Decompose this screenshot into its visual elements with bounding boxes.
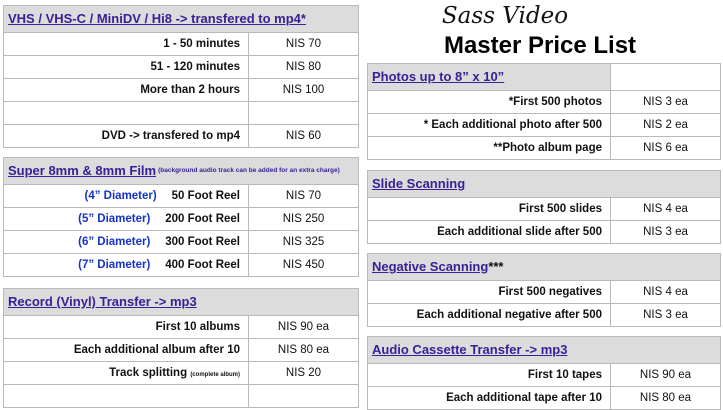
slides-header: Slide Scanning <box>372 176 466 191</box>
price-cell: NIS 2 ea <box>611 114 721 137</box>
price-cell: NIS 6 ea <box>611 137 721 160</box>
service-note: (complete album) <box>190 372 240 378</box>
price-cell: NIS 3 ea <box>611 304 721 327</box>
negatives-price-table <box>367 253 721 327</box>
price-cell: NIS 70 <box>249 33 359 56</box>
service-label: Each additional negative after 500 <box>368 304 611 327</box>
footnote-marker: ** <box>493 142 503 154</box>
cassette-header: Audio Cassette Transfer -> mp3 <box>372 342 568 357</box>
price-cell: NIS 80 <box>249 56 359 79</box>
vhs-header: VHS / VHS-C / MiniDV / Hi8 -> transfered to mp4* <box>8 11 306 26</box>
price-cell: NIS 60 <box>249 125 359 148</box>
service-label: 51 - 120 minutes <box>4 56 249 79</box>
cassette-price-table <box>367 336 721 410</box>
film-header: Super 8mm & 8mm Film <box>8 163 157 178</box>
price-cell: NIS 90 ea <box>249 316 359 339</box>
price-cell: NIS 90 ea <box>611 364 721 387</box>
empty-cell <box>611 64 721 91</box>
service-label: First 10 tapes <box>368 364 611 387</box>
price-cell: NIS 450 <box>249 254 359 277</box>
price-cell: NIS 20 <box>249 362 359 385</box>
service-label: 400 Foot Reel <box>165 259 240 271</box>
footnote-marker: *** <box>488 259 504 274</box>
table-row <box>4 254 359 277</box>
table-row <box>4 316 359 339</box>
negatives-header: Negative Scanning <box>372 259 489 274</box>
service-label: Photo album page <box>502 142 602 154</box>
service-label: DVD -> transfered to mp4 <box>4 125 249 148</box>
service-label: First 500 negatives <box>368 281 611 304</box>
vinyl-header-row <box>4 289 359 316</box>
price-cell: NIS 80 ea <box>249 339 359 362</box>
brand-name: Sass Video <box>441 3 569 29</box>
service-label: 300 Foot Reel <box>165 236 240 248</box>
table-row <box>4 79 359 102</box>
table-row <box>4 185 359 208</box>
table-row <box>4 33 359 56</box>
empty-cell <box>4 385 249 408</box>
table-row <box>4 339 359 362</box>
price-cell: NIS 4 ea <box>611 198 721 221</box>
vhs-header-row <box>4 6 359 33</box>
service-label: 50 Foot Reel <box>171 190 240 202</box>
negatives-header-row <box>368 254 721 281</box>
table-row <box>368 304 721 327</box>
price-cell: NIS 80 ea <box>611 387 721 410</box>
table-row <box>4 385 359 408</box>
footnote-marker: * <box>423 119 432 131</box>
service-label: 1 - 50 minutes <box>4 33 249 56</box>
reel-diameter: (6” Diameter) <box>78 236 151 248</box>
film-header-row <box>4 158 359 185</box>
table-row <box>368 198 721 221</box>
price-cell: NIS 3 ea <box>611 221 721 244</box>
vhs-price-table <box>3 5 359 148</box>
reel-diameter: (5” Diameter) <box>78 213 151 225</box>
table-row <box>368 364 721 387</box>
table-row <box>368 114 721 137</box>
photos-header-row <box>368 64 721 91</box>
table-row <box>4 362 359 385</box>
table-row <box>4 208 359 231</box>
table-row <box>4 102 359 125</box>
price-cell: NIS 3 ea <box>611 91 721 114</box>
empty-cell <box>249 102 359 125</box>
table-row <box>368 221 721 244</box>
reel-diameter: (7” Diameter) <box>78 259 151 271</box>
service-label: First 500 photos <box>513 96 602 108</box>
price-cell: NIS 70 <box>249 185 359 208</box>
price-cell: NIS 250 <box>249 208 359 231</box>
service-label: First 500 slides <box>368 198 611 221</box>
slides-header-row <box>368 171 721 198</box>
page-title: Master Price List <box>443 32 637 59</box>
cassette-header-row <box>368 337 721 364</box>
service-label: Track splitting <box>109 367 188 379</box>
service-label: Each additional album after 10 <box>4 339 249 362</box>
service-label: More than 2 hours <box>4 79 249 102</box>
film-price-table <box>3 157 359 277</box>
table-row <box>4 231 359 254</box>
table-row <box>368 91 721 114</box>
service-label: Each additional tape after 10 <box>368 387 611 410</box>
table-row <box>368 137 721 160</box>
empty-cell <box>249 385 359 408</box>
price-cell: NIS 4 ea <box>611 281 721 304</box>
empty-cell <box>4 102 249 125</box>
service-label: Each additional photo after 500 <box>431 119 602 131</box>
table-row <box>4 125 359 148</box>
slides-price-table <box>367 170 721 244</box>
vinyl-price-table <box>3 288 359 408</box>
vinyl-header: Record (Vinyl) Transfer -> mp3 <box>8 294 197 309</box>
film-note: (background audio track can be added for an extra charge) <box>158 167 340 175</box>
photos-price-table <box>367 63 721 160</box>
table-row <box>368 387 721 410</box>
price-cell: NIS 325 <box>249 231 359 254</box>
service-label: First 10 albums <box>4 316 249 339</box>
photos-header: Photos up to 8” x 10” <box>372 69 505 84</box>
table-row <box>4 56 359 79</box>
service-label: 200 Foot Reel <box>165 213 240 225</box>
footnote-marker: * <box>508 96 514 108</box>
table-row <box>368 281 721 304</box>
reel-diameter: (4” Diameter) <box>84 190 157 202</box>
price-cell: NIS 100 <box>249 79 359 102</box>
service-label: Each additional slide after 500 <box>368 221 611 244</box>
